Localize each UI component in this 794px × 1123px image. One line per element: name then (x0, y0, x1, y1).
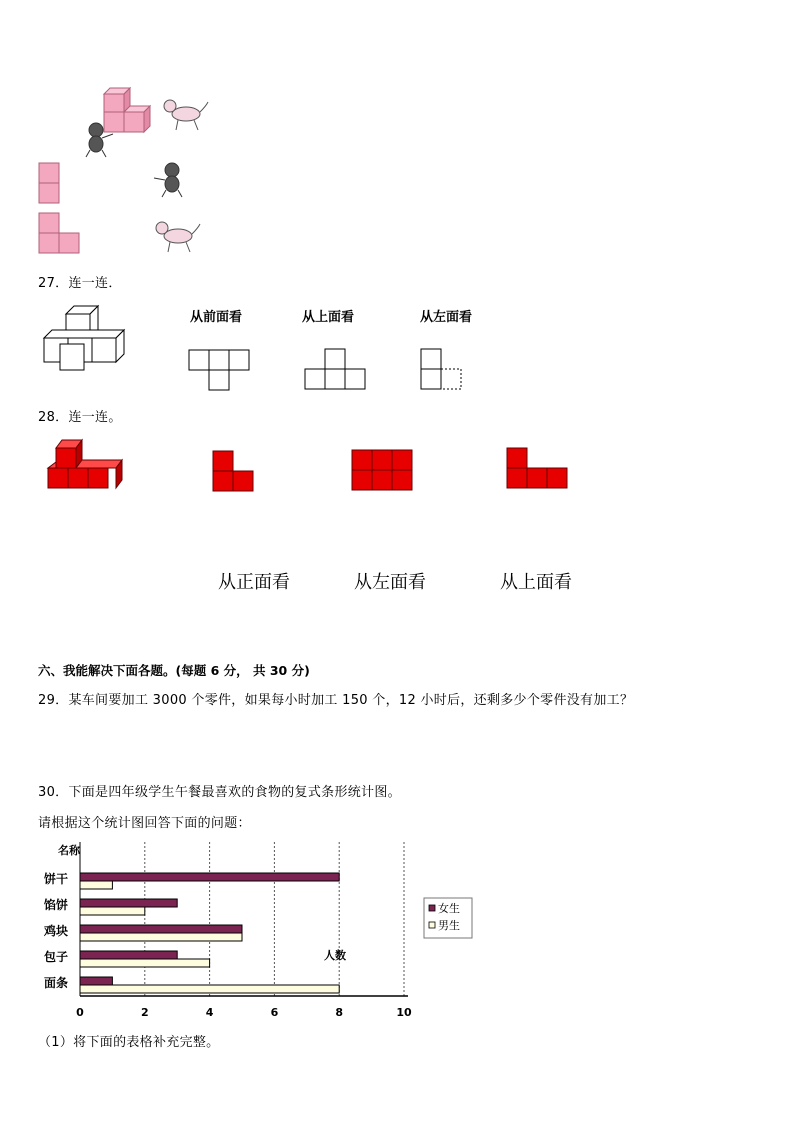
bar-male (80, 933, 242, 941)
food-preference-bar-chart (36, 838, 476, 1028)
view-label-top: 从上面看 (500, 572, 572, 593)
view-label-front: 从正面看 (218, 572, 290, 593)
section-heading: 六、我能解决下面各题。(每题 6 分， 共 30 分) (38, 663, 310, 678)
dog-icon (160, 96, 210, 132)
y-axis-label: 名称 (58, 844, 80, 857)
bar-male (80, 959, 210, 967)
view-label-left: 从左面看 (420, 310, 473, 325)
view-shape-l (420, 348, 466, 392)
category-label: 馅饼 (44, 898, 69, 912)
question-30-instruction: 请根据这个统计图回答下面的问题： (38, 816, 251, 831)
legend-label: 男生 (438, 919, 460, 932)
x-axis-label: 人数 (324, 949, 346, 962)
red-view-l-wide (506, 447, 570, 491)
x-tick-label: 8 (335, 1006, 344, 1019)
category-label: 饼干 (44, 872, 69, 886)
bar-male (80, 985, 339, 993)
x-tick-label: 6 (270, 1006, 279, 1019)
red-view-rectangle (351, 449, 415, 493)
x-tick-label: 2 (140, 1006, 149, 1019)
red-cube-arrangement-3d (46, 438, 126, 498)
question-27-title: 27．连一连． (38, 276, 122, 291)
bar-female (80, 925, 242, 933)
question-29-text: 29．某车间要加工 3000 个零件，如果每小时加工 150 个，12 小时后，还剩多少个零件没有加工？ (38, 693, 634, 708)
bar-male (80, 907, 145, 915)
category-label: 面条 (44, 976, 69, 990)
bar-female (80, 977, 112, 985)
pink-front-view (38, 162, 62, 206)
question-30-text: 30．下面是四年级学生午餐最喜欢的食物的复式条形统计图。 (38, 785, 401, 800)
bar-female (80, 951, 177, 959)
legend-label: 女生 (438, 902, 460, 915)
category-label: 包子 (44, 950, 69, 964)
view-label-front: 从前面看 (190, 310, 243, 325)
red-view-l-small (212, 450, 256, 494)
question-28-title: 28．连一连。 (38, 410, 122, 425)
bar-female (80, 899, 177, 907)
view-label-top: 从上面看 (302, 310, 355, 325)
view-label-left: 从左面看 (354, 572, 426, 593)
legend-swatch (429, 922, 435, 928)
monkey-icon (152, 160, 192, 198)
legend-swatch (429, 905, 435, 911)
category-label: 鸡块 (44, 924, 69, 938)
x-tick-label: 10 (396, 1006, 412, 1019)
question-30-sub1: （1）将下面的表格补充完整。 (38, 1035, 220, 1050)
view-shape-inverted-t (304, 348, 368, 392)
dog-icon (152, 218, 202, 254)
x-tick-label: 0 (76, 1006, 84, 1019)
x-tick-label: 4 (205, 1006, 214, 1019)
monkey-icon (80, 120, 116, 158)
pink-side-view (38, 212, 84, 256)
bar-female (80, 873, 339, 881)
view-shape-t (188, 349, 252, 393)
bar-male (80, 881, 112, 889)
cube-arrangement-3d (40, 304, 130, 374)
